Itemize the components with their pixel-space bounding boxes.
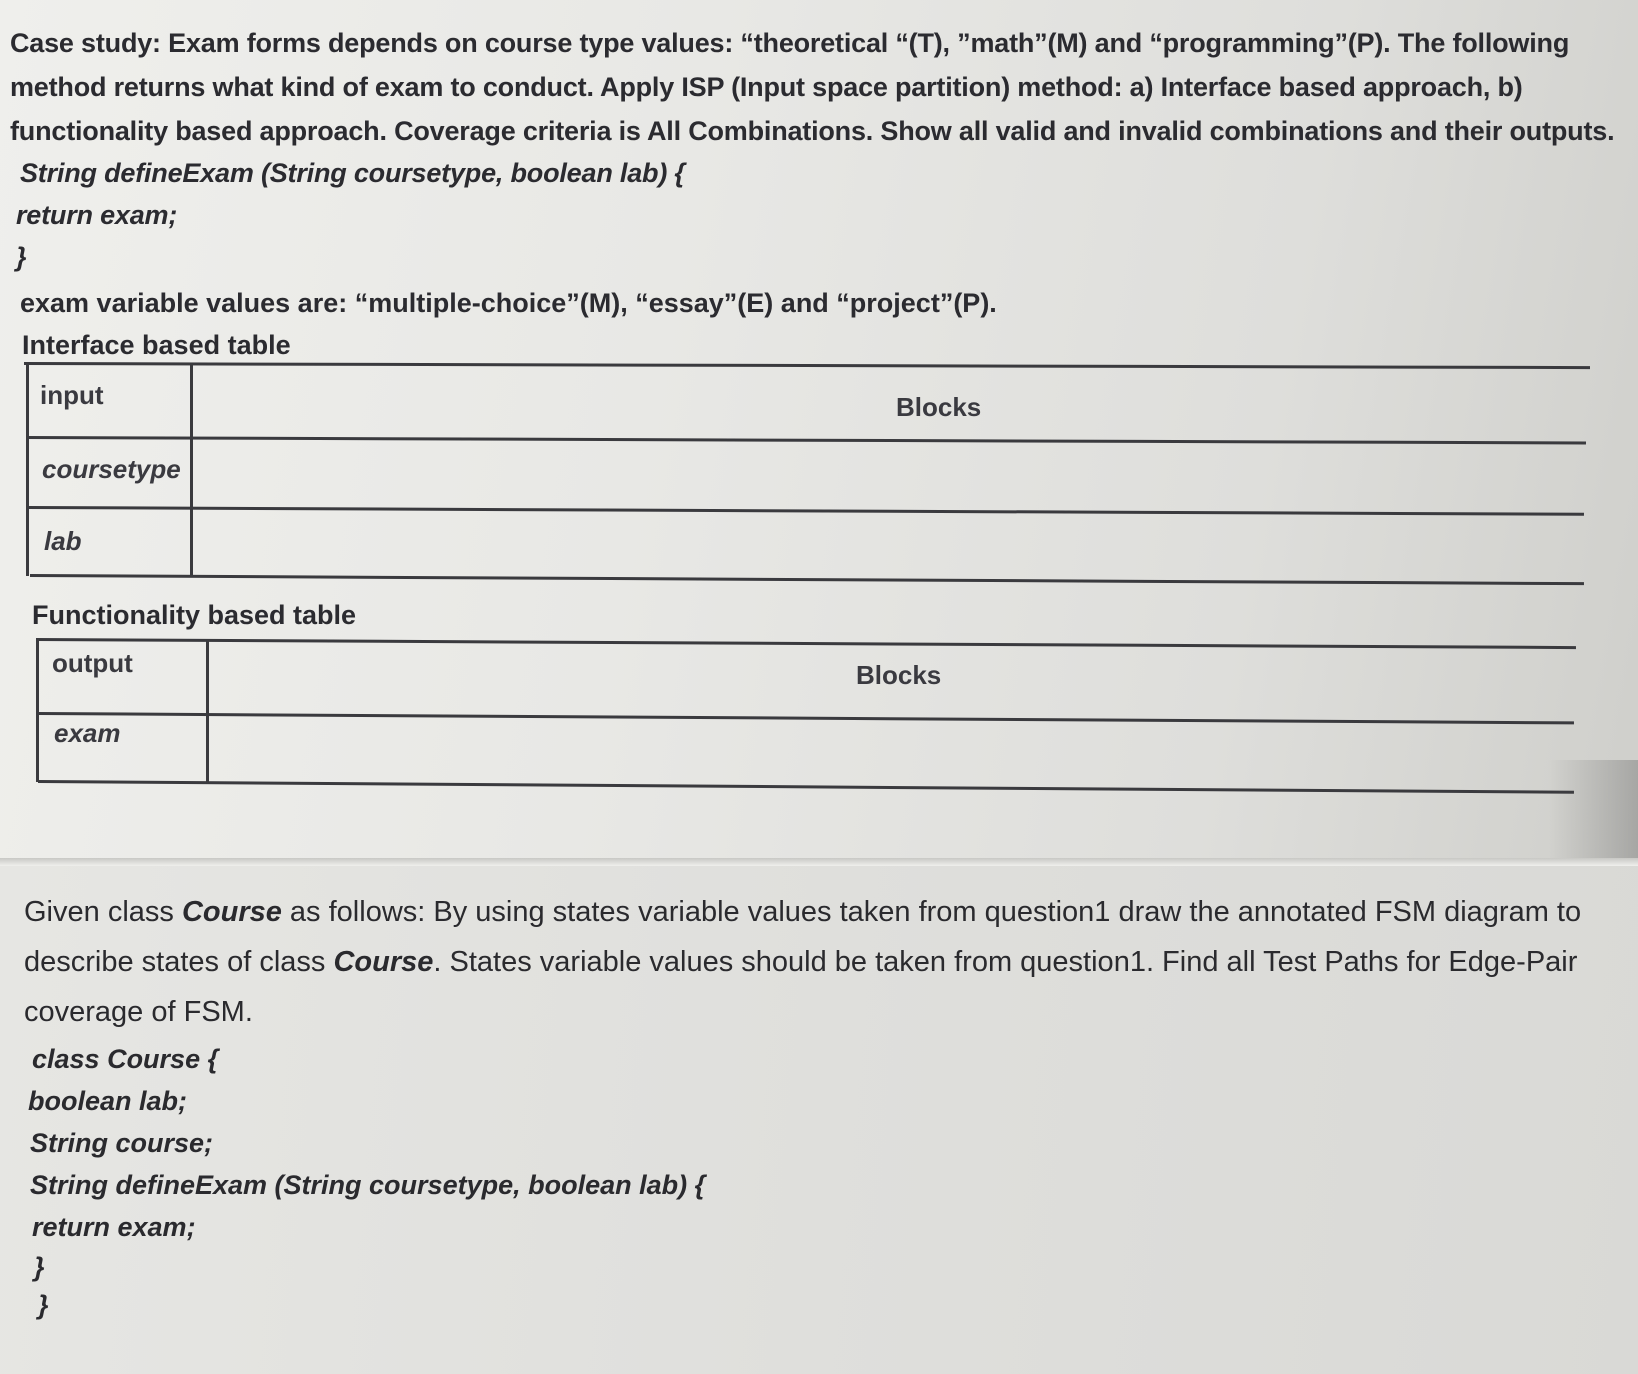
- interface-header-input: input: [40, 380, 104, 410]
- interface-table-column-divider: [190, 364, 193, 576]
- interface-table-bottom-border: [30, 574, 1584, 585]
- question1-line-2: method returns what kind of exam to conduct. Apply ISP (Input space partition) method: a) Interface based approach, b): [10, 72, 1523, 102]
- functionality-table-bottom-border: [38, 780, 1574, 794]
- functionality-table-title: Functionality based table: [32, 600, 357, 630]
- question2-line-2-start: describe states of class: [24, 946, 334, 978]
- question2-line-2-end: . States variable values should be taken from question1. Find all Test Paths for Edge-Pair: [433, 946, 1578, 978]
- question2-code-method-signature: String defineExam (String coursetype, boolean lab) {: [30, 1170, 706, 1200]
- sheet-edge: [0, 858, 1638, 866]
- interface-table-title: Interface based table: [22, 330, 291, 360]
- functionality-header-output: output: [52, 648, 133, 678]
- exam-values-line: exam variable values are: “multiple-choice”(M), “essay”(E) and “project”(P).: [20, 288, 997, 318]
- question2-code-class-close: }: [38, 1290, 49, 1320]
- functionality-table-top-border: [36, 638, 1576, 649]
- question2-line-1-end: as follows: By using states variable values taken from question1 draw the annotated FSM diagram to: [281, 896, 1582, 928]
- question1-line-1: Case study: Exam forms depends on course type values: “theoretical “(T), ”math”(M) and “programming”(P). The following: [10, 28, 1570, 58]
- question2-line-1: [24, 896, 1581, 929]
- functionality-table-row-divider: [38, 712, 1574, 724]
- question2-line-2: [24, 946, 1577, 979]
- interface-row-coursetype: coursetype: [42, 454, 181, 484]
- question2-line-1-start: Given class: [24, 896, 182, 928]
- question2-course-word-2: Course: [333, 946, 434, 978]
- interface-table-row-divider-1: [26, 436, 1586, 444]
- question2-code-course-field: String course;: [30, 1128, 214, 1158]
- question2-course-word-1: Course: [181, 896, 282, 928]
- photo-shadow: [1548, 760, 1638, 866]
- question2-line-3: coverage of FSM.: [24, 996, 253, 1028]
- interface-row-lab: lab: [44, 526, 82, 556]
- question2-code-return: return exam;: [32, 1212, 196, 1242]
- question1-line-3: functionality based approach. Coverage criteria is All Combinations. Show all valid and invalid combinations and their outputs.: [10, 116, 1615, 146]
- question1-code-return: return exam;: [16, 200, 178, 230]
- interface-table-top-border: [24, 362, 1590, 369]
- question2-sheet: [0, 866, 1638, 1374]
- question2-code-class: class Course {: [32, 1044, 219, 1074]
- question1-code-close: }: [16, 242, 27, 272]
- question2-code-lab-field: boolean lab;: [28, 1086, 188, 1116]
- functionality-row-exam: exam: [54, 718, 121, 748]
- functionality-header-blocks: Blocks: [856, 660, 942, 690]
- interface-table-row-divider-2: [28, 506, 1584, 516]
- question2-code-method-close: }: [34, 1252, 45, 1282]
- functionality-table-left-border: [36, 638, 39, 782]
- interface-header-blocks: Blocks: [896, 392, 982, 422]
- functionality-table-column-divider: [206, 640, 209, 782]
- question1-code-signature: String defineExam (String coursetype, boolean lab) {: [20, 158, 685, 188]
- interface-table-left-border: [26, 362, 29, 576]
